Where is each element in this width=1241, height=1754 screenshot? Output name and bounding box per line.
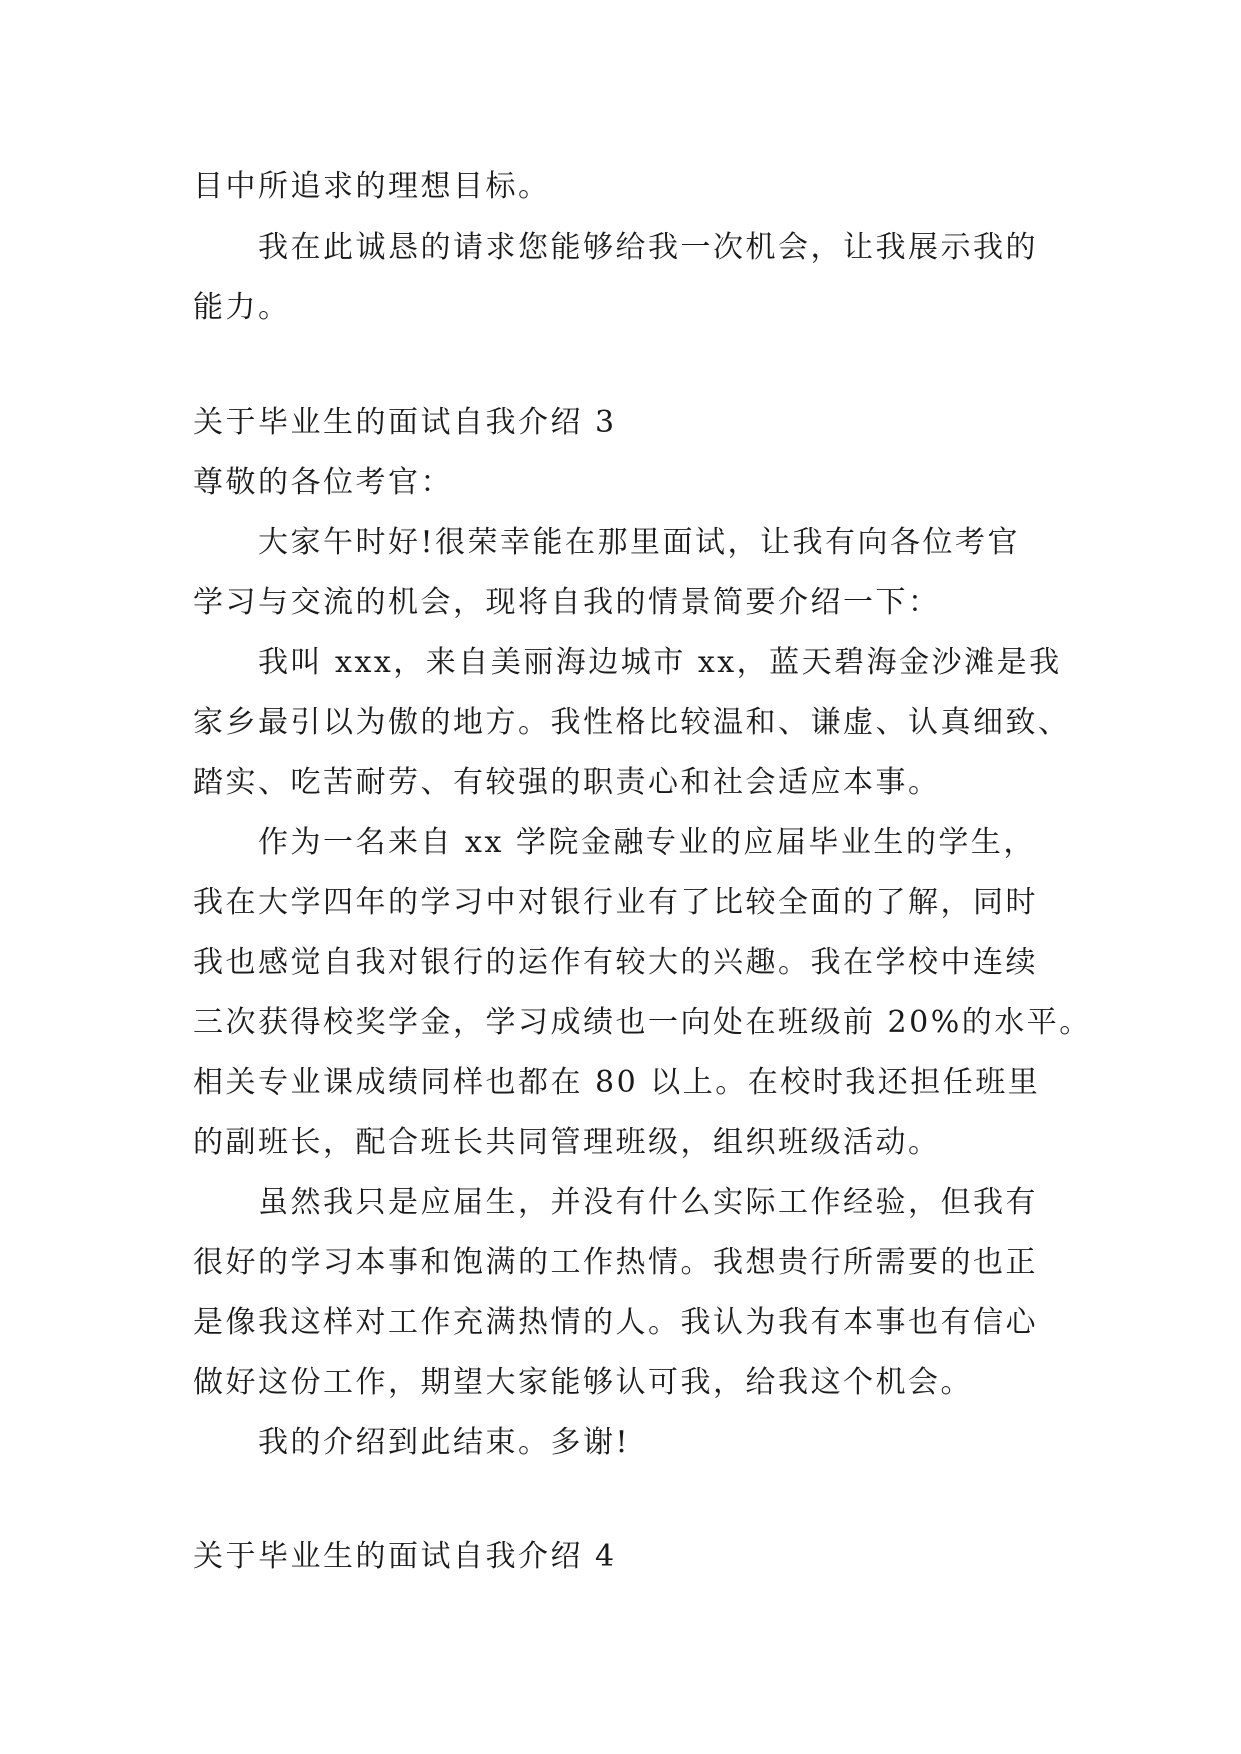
section-heading: 关于毕业生的面试自我介绍 4 [193, 1539, 617, 1574]
paragraph-line: 相关专业课成绩同样也都在 80 以上。在校时我还担任班里 [193, 1065, 1041, 1100]
paragraph-line: 能力。 [193, 290, 291, 325]
salutation: 尊敬的各位考官： [193, 465, 453, 500]
paragraph-line: 学习与交流的机会，现将自我的情景简要介绍一下： [193, 585, 941, 620]
paragraph-line: 虽然我只是应届生，并没有什么实际工作经验，但我有 [258, 1185, 1038, 1220]
paragraph-line: 做好这份工作，期望大家能够认可我，给我这个机会。 [193, 1365, 973, 1400]
paragraph-line: 家乡最引以为傲的地方。我性格比较温和、谦虚、认真细致、 [193, 705, 1071, 740]
paragraph-line: 的副班长，配合班长共同管理班级，组织班级活动。 [193, 1125, 941, 1160]
closing-line: 我的介绍到此结束。多谢! [258, 1425, 631, 1460]
paragraph-line: 我在大学四年的学习中对银行业有了比较全面的了解，同时 [193, 885, 1038, 920]
paragraph-line: 作为一名来自 xx 学院金融专业的应届毕业生的学生， [258, 825, 1036, 860]
paragraph-line: 踏实、吃苦耐劳、有较强的职责心和社会适应本事。 [193, 765, 941, 800]
section-heading: 关于毕业生的面试自我介绍 3 [193, 405, 617, 440]
paragraph-line: 目中所追求的理想目标。 [193, 169, 551, 204]
paragraph-line: 很好的学习本事和饱满的工作热情。我想贵行所需要的也正 [193, 1245, 1038, 1280]
paragraph-line: 三次获得校奖学金，学习成绩也一向处在班级前 20%的水平。 [193, 1005, 1092, 1040]
paragraph-line: 是像我这样对工作充满热情的人。我认为我有本事也有信心 [193, 1305, 1038, 1340]
paragraph-line: 我叫 xxx，来自美丽海边城市 xx，蓝天碧海金沙滩是我 [258, 645, 1062, 680]
paragraph-line: 大家午时好!很荣幸能在那里面试，让我有向各位考官 [258, 525, 1021, 560]
paragraph-line: 我在此诚恳的请求您能够给我一次机会，让我展示我的 [258, 230, 1038, 265]
paragraph-line: 我也感觉自我对银行的运作有较大的兴趣。我在学校中连续 [193, 945, 1038, 980]
